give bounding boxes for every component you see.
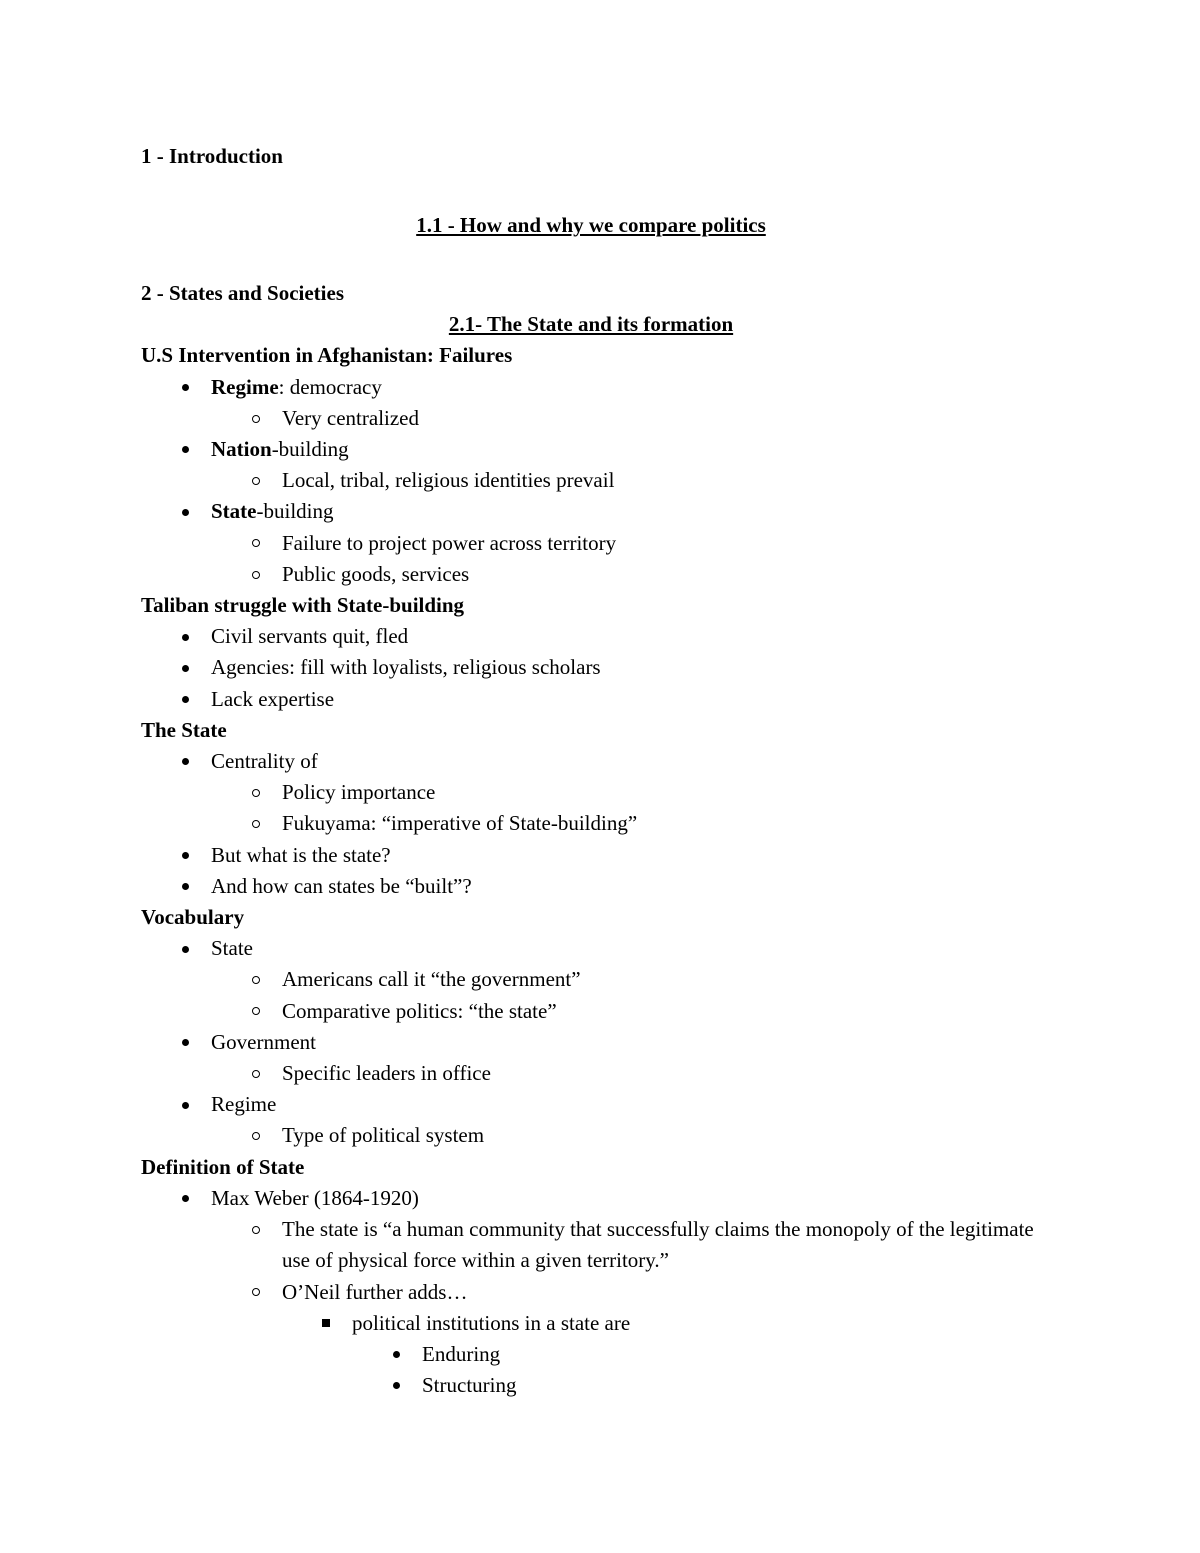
list-item: But what is the state? — [141, 840, 1041, 871]
bullet-icon — [175, 496, 195, 527]
list-item: Local, tribal, religious identities prevail — [141, 465, 1041, 496]
list-item: Specific leaders in office — [141, 1058, 1041, 1089]
circle-bullet-icon — [246, 1214, 266, 1245]
circle-bullet-icon — [246, 1120, 266, 1151]
bullet-icon — [175, 621, 195, 652]
square-bullet-icon — [316, 1308, 336, 1339]
list-item: Centrality of — [141, 746, 1041, 777]
section-the-state-title: The State — [141, 717, 227, 742]
list-item: Lack expertise — [141, 684, 1041, 715]
list-item: Policy importance — [141, 777, 1041, 808]
list-item: The state is “a human community that successfully claims the monopoly of the legitimate use of physical force within a given territory.” — [141, 1214, 1041, 1276]
bullet-icon — [175, 372, 195, 403]
circle-bullet-icon — [246, 465, 266, 496]
list-item: Regime — [141, 1089, 1041, 1120]
bullet-icon — [175, 1027, 195, 1058]
circle-bullet-icon — [246, 777, 266, 808]
list-item: Agencies: fill with loyalists, religious scholars — [141, 652, 1041, 683]
bullet-icon — [175, 434, 195, 465]
list-item: Structuring — [141, 1370, 1041, 1401]
list-item: State — [141, 933, 1041, 964]
bullet-icon — [175, 840, 195, 871]
circle-bullet-icon — [246, 403, 266, 434]
heading-compare-politics: 1.1 - How and why we compare politics — [416, 213, 766, 237]
list-item: Fukuyama: “imperative of State-building” — [141, 808, 1041, 839]
list-item: Public goods, services — [141, 559, 1041, 590]
list-item: political institutions in a state are — [141, 1308, 1041, 1339]
list-item: Failure to project power across territory — [141, 528, 1041, 559]
section-taliban-title: Taliban struggle with State-building — [141, 593, 465, 618]
circle-bullet-icon — [246, 808, 266, 839]
section-afghanistan-title: U.S Intervention in Afghanistan: Failures — [141, 343, 513, 368]
list-item: Nation-building — [141, 434, 1041, 465]
list-item: Type of political system — [141, 1120, 1041, 1151]
list-item: Enduring — [141, 1339, 1041, 1370]
bullet-icon — [175, 652, 195, 683]
section-vocabulary-title: Vocabulary — [141, 905, 245, 930]
bullet-icon — [175, 1089, 195, 1120]
list-item: Comparative politics: “the state” — [141, 996, 1041, 1027]
list-item: Government — [141, 1027, 1041, 1058]
document-body — [141, 141, 1041, 1401]
heading-states-societies: 2 - States and Societies — [141, 281, 344, 306]
list-item: Regime: democracy — [141, 372, 1041, 403]
list-item: Max Weber (1864-1920) — [141, 1183, 1041, 1214]
circle-bullet-icon — [246, 528, 266, 559]
bullet-icon — [175, 871, 195, 902]
bullet-icon — [386, 1339, 406, 1370]
list-item: State-building — [141, 496, 1041, 527]
list-item: Americans call it “the government” — [141, 964, 1041, 995]
bullet-icon — [386, 1370, 406, 1401]
bullet-icon — [175, 1183, 195, 1214]
circle-bullet-icon — [246, 996, 266, 1027]
heading-introduction: 1 - Introduction — [141, 144, 283, 168]
section-definition-title: Definition of State — [141, 1154, 305, 1179]
bullet-icon — [175, 933, 195, 964]
bullet-icon — [175, 684, 195, 715]
list-item: O’Neil further adds… — [141, 1277, 1041, 1308]
circle-bullet-icon — [246, 1058, 266, 1089]
circle-bullet-icon — [246, 1277, 266, 1308]
circle-bullet-icon — [246, 559, 266, 590]
list-item: Very centralized — [141, 403, 1041, 434]
list-item: And how can states be “built”? — [141, 871, 1041, 902]
list-item: Civil servants quit, fled — [141, 621, 1041, 652]
heading-state-formation: 2.1- The State and its formation — [448, 312, 734, 337]
bullet-icon — [175, 746, 195, 777]
circle-bullet-icon — [246, 964, 266, 995]
